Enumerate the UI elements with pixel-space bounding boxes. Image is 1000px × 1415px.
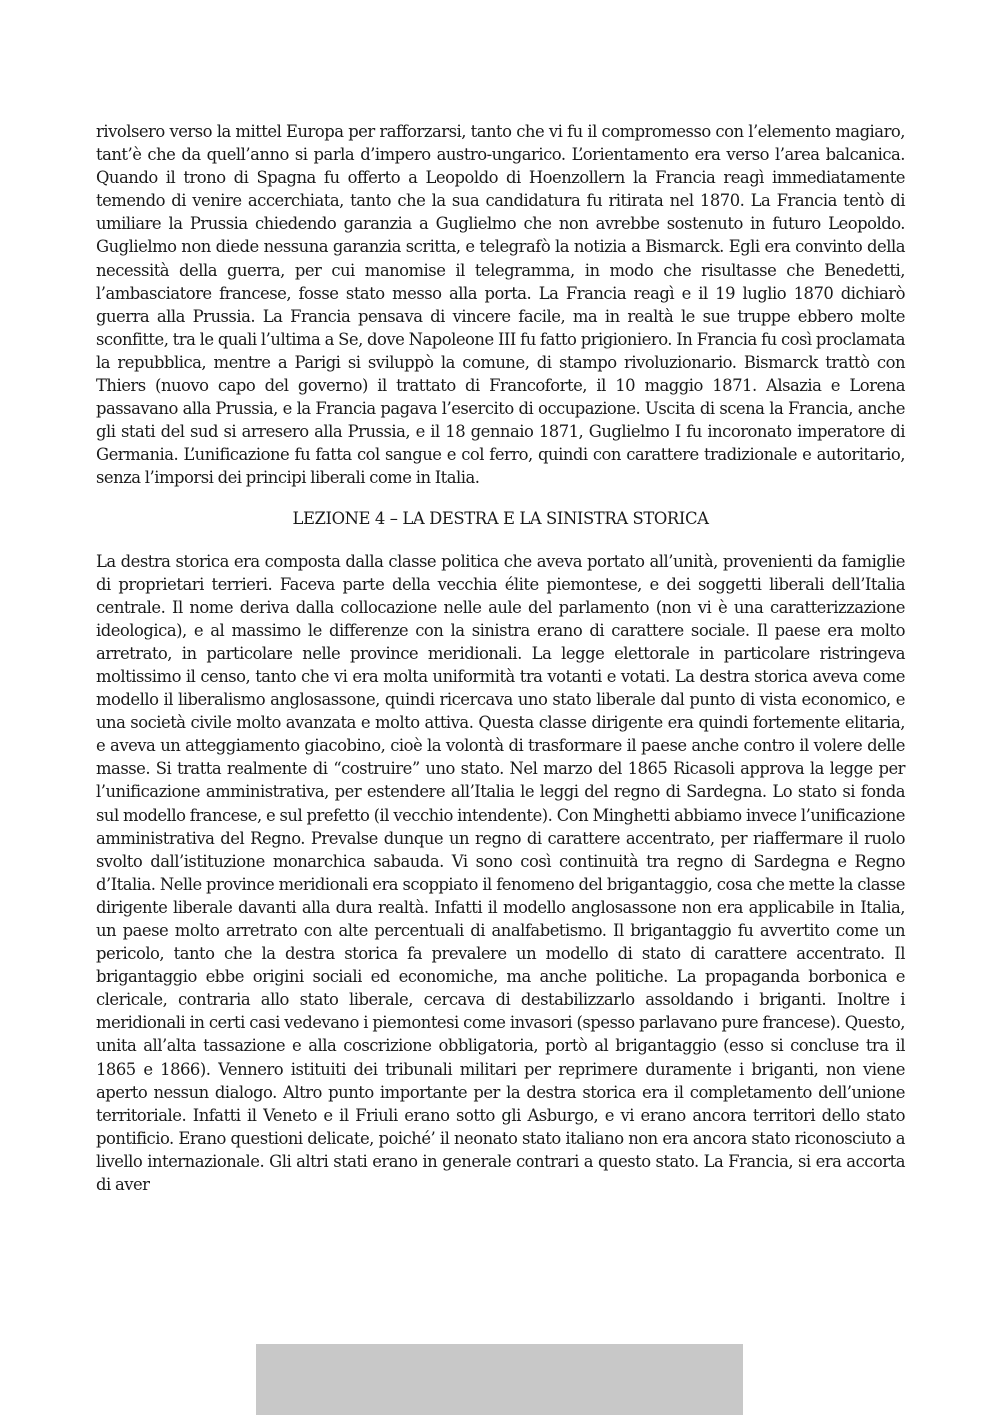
section-heading: LEZIONE 4 – LA DESTRA E LA SINISTRA STORICA (292, 508, 709, 528)
body-paragraph-2: La destra storica era composta dalla classe politica che aveva portato all’unità, provenienti da famiglie di proprietari terrieri. Faceva parte della vecchia élite piemontese, e dei soggetti liberali dell’Italia centrale. Il nome deriva dalla collocazione nelle aule del parlamento (non vi è una caratterizzazione ideologica), e al massimo le differenze con la sinistra erano di carattere sociale. Il paese era molto arretrato, in particolare nelle province meridionali. La legge elettorale in particolare ristringeva moltissimo il censo, tanto che vi era molta uniformità tra votanti e votati. La destra storica aveva come modello il liberalismo anglosassone, quindi ricercava uno stato liberale dal punto di vista economico, e una società civile molto avanzata e molto attiva. Questa classe dirigente era quindi fortemente elitaria, e aveva un atteggiamento giacobino, cioè la volontà di trasformare il paese anche contro il volere delle masse. Si tratta realmente di “costruire” uno stato. Nel marzo del 1865 Ricasoli approva la legge per l’unificazione amministrativa, per estendere all’Italia le leggi del regno di Sardegna. Lo stato si fonda sul modello francese, e sul prefetto (il vecchio intendente). Con Minghetti abbiamo invece l’unificazione amministrativa del Regno. Prevalse dunque un regno di carattere accentrato, per riaffermare il ruolo svolto dall’istituzione monarchica sabauda. Vi sono così continuità tra regno di Sardegna e Regno d’Italia. Nelle province meridionali era scoppiato il fenomeno del brigantaggio, cosa che mette la classe dirigente liberale davanti alla dura realtà. Infatti il modello anglosassone non era applicabile in Italia, un paese molto arretrato con alte percentuali di analfabetismo. Il brigantaggio fu avvertito come un pericolo, tanto che la destra storica fa prevalere un modello di stato di carattere accentrato. Il brigantaggio ebbe origini sociali ed economiche, ma anche politiche. La propaganda borbonica e clericale, contraria allo stato liberale, cercava di destabilizzarlo assoldando i briganti. Inoltre i meridionali in certi casi vedevano i piemontesi come invasori (spesso parlavano pure francese). Questo, unita all’alta tassazione e alla coscrizione obbligatoria, portò al brigantaggio (esso si concluse tra il 1865 e 1866). Vennero istituiti dei tribunali militari per reprimere duramente i briganti, non viene aperto nessun dialogo. Altro punto importante per la destra storica era il completamento dell’unione territoriale. Infatti il Veneto e il Friuli erano sotto gli Asburgo, e vi erano ancora territori dello stato pontificio. Erano questioni delicate, poiché’ il neonato stato italiano non era ancora stato riconosciuto a livello internazionale. Gli altri stati erano in generale contrari a questo stato. La Francia, si era accorta di aver (96, 551, 905, 1195)
page-body (96, 120, 905, 1196)
footer-placeholder-box (256, 1344, 743, 1415)
body-paragraph-1: rivolsero verso la mittel Europa per rafforzarsi, tanto che vi fu il compromesso con l’elemento magiaro, tant’è che da quell’anno si parla d’impero austro-ungarico. L’orientamento era verso l’area balcanica. Quando il trono di Spagna fu offerto a Leopoldo di Hoenzollern la Francia reagì immediatamente temendo di venire accerchiata, tanto che la sua candidatura fu ritirata nel 1870. La Francia tentò di umiliare la Prussia chiedendo garanzia a Guglielmo che non avrebbe sostenuto in futuro Leopoldo. Guglielmo non diede nessuna garanzia scritta, e telegrafò la notizia a Bismarck. Egli era convinto della necessità della guerra, per cui manomise il telegramma, in modo che risultasse che Benedetti, l’ambasciatore francese, fosse stato messo alla porta. La Francia reagì e il 19 luglio 1870 dichiarò guerra alla Prussia. La Francia pensava di vincere facile, ma in realtà le sue truppe ebbero molte sconfitte, tra le quali l’ultima a Se, dove Napoleone III fu fatto prigioniero. In Francia fu così proclamata la repubblica, mentre a Parigi si sviluppò la comune, di stampo rivoluzionario. Bismarck trattò con Thiers (nuovo capo del governo) il trattato di Francoforte, il 10 maggio 1871. Alsazia e Lorena passavano alla Prussia, e la Francia pagava l’esercito di occupazione. Uscita di scena la Francia, anche gli stati del sud si arresero alla Prussia, e il 18 gennaio 1871, Guglielmo I fu incoronato imperatore di Germania. L’unificazione fu fatta col sangue e col ferro, quindi con carattere tradizionale e autoritario, senza l’imporsi dei principi liberali come in Italia. (96, 122, 905, 488)
